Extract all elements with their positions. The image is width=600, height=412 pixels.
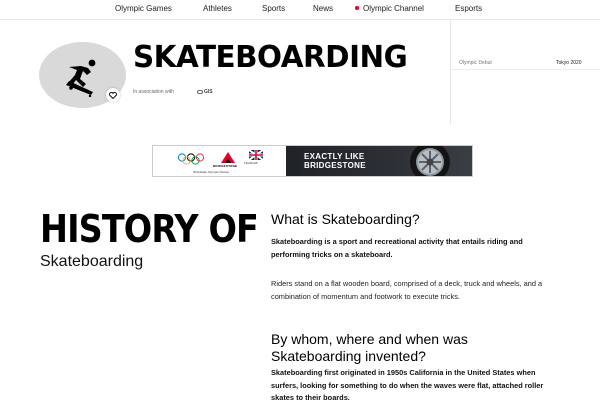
answer-origin: Skateboarding first originated in 1950s California in the United States when surfers, looking for something to do when the waves were flat, attached roller skates to their boards. (271, 368, 544, 402)
answer-definition: Skateboarding is a sport and recreational activity that entails riding and performing tricks on a skateboard. (271, 237, 523, 259)
banner-headline-area (286, 146, 473, 176)
association-logo-text: GIS (204, 89, 213, 95)
nav-olympic-channel[interactable] (355, 4, 424, 13)
olympic-debut-label: Olympic Debut (459, 60, 492, 66)
answer-description: Riders stand on a flat wooden board, comprised of a deck, truck and wheels, and a combination of momentum and footwork to execute tricks. (271, 279, 543, 301)
question-origin: By whom, where and when was Skateboarding invented? (271, 331, 468, 364)
facts-divider (450, 69, 600, 70)
bridgestone-banner-ad[interactable] (152, 145, 473, 177)
ad-headline-line2: BRIDGESTONE (304, 161, 366, 170)
favorite-heart-button[interactable] (106, 88, 120, 102)
bridgestone-wordmark: BRIDGESTONE (213, 164, 238, 168)
bridgestone-logo-icon (219, 151, 237, 164)
top-navigation (0, 0, 600, 20)
partner-caption: Worldwide Olympic Partner (193, 170, 230, 174)
sport-facts-panel (450, 20, 600, 124)
nav-athletes[interactable]: Athletes (203, 4, 232, 13)
association-label: In association with (133, 89, 174, 95)
gis-logo-icon (197, 90, 203, 94)
banner-logos (153, 146, 286, 176)
nav-sports[interactable]: Sports (262, 4, 286, 13)
live-dot-icon (355, 6, 359, 10)
association-logo (197, 89, 213, 95)
olympic-rings-icon (177, 153, 207, 165)
nav-olympic-channel-label: Olympic Channel (363, 4, 424, 13)
nav-olympic-games[interactable]: Olympic Games (115, 4, 172, 13)
heart-icon (109, 92, 117, 99)
ad-headline-line1: EXACTLY LIKE (304, 152, 365, 161)
olympic-debut-value: Tokyo 2020 (556, 60, 582, 66)
history-heading: HISTORY OF (40, 207, 259, 251)
team-gb-label: TEAM GB (244, 161, 258, 165)
team-gb-logo-icon (249, 150, 263, 160)
nav-news[interactable]: News (313, 4, 334, 13)
question-what-is: What is Skateboarding? (271, 211, 420, 227)
skateboarder-icon (63, 55, 103, 97)
nav-esports[interactable]: Esports (455, 4, 483, 13)
history-subheading: Skateboarding (40, 253, 144, 270)
page-title: SKATEBOARDING (133, 40, 408, 75)
car-wheel-icon (394, 145, 468, 177)
